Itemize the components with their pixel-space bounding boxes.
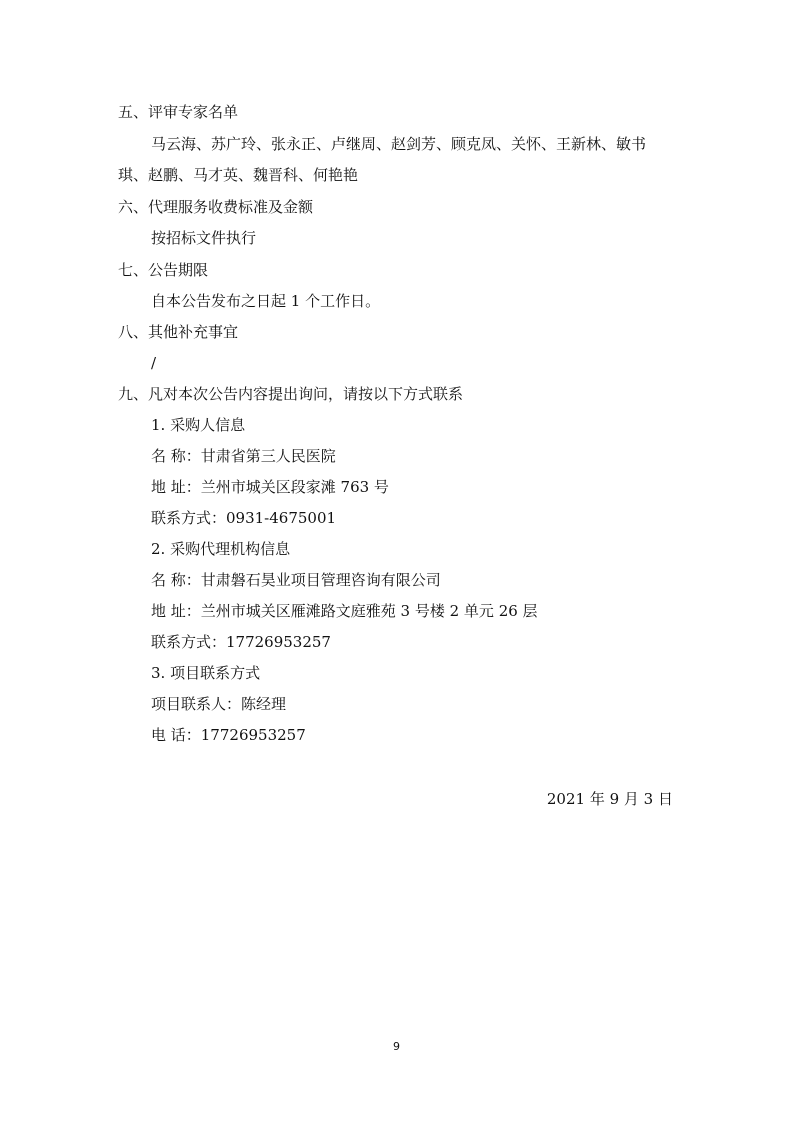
purchaser-name: 名 称：甘肃省第三人民医院: [151, 447, 336, 465]
section6-heading: 六、代理服务收费标准及金额: [118, 198, 314, 216]
section7-heading: 七、公告期限: [118, 261, 209, 279]
section9-heading: 九、凡对本次公告内容提出询问，请按以下方式联系: [118, 385, 464, 403]
section8-heading: 八、其他补充事宜: [118, 323, 239, 341]
section7-body: 自本公告发布之日起 1 个工作日。: [151, 292, 381, 310]
project-contact-phone: 电 话：17726953257: [151, 726, 306, 744]
section6-body: 按招标文件执行: [151, 229, 257, 247]
purchaser-address: 地 址：兰州市城关区段家滩 763 号: [151, 478, 389, 496]
purchaser-contact: 联系方式：0931-4675001: [151, 509, 337, 527]
expert-list-line1: 马云海、苏广玲、张永正、卢继周、赵剑芳、顾克凤、关怀、王新林、敏书: [151, 135, 647, 153]
section8-body: /: [151, 354, 157, 372]
page-number: 9: [393, 1040, 400, 1053]
agency-name: 名 称：甘肃磐石昊业项目管理咨询有限公司: [151, 571, 441, 589]
purchaser-title: 1. 采购人信息: [151, 416, 246, 434]
section5-heading: 五、评审专家名单: [118, 103, 239, 121]
expert-list-line2: 琪、赵鹏、马才英、魏晋科、何艳艳: [118, 166, 359, 184]
agency-contact: 联系方式：17726953257: [151, 633, 331, 651]
agency-title: 2. 采购代理机构信息: [151, 540, 291, 558]
project-contact-person: 项目联系人：陈经理: [151, 695, 287, 713]
project-contact-title: 3. 项目联系方式: [151, 664, 261, 682]
announcement-date: 2021 年 9 月 3 日: [546, 790, 673, 808]
agency-address: 地 址：兰州市城关区雁滩路文庭雅苑 3 号楼 2 单元 26 层: [151, 602, 538, 620]
